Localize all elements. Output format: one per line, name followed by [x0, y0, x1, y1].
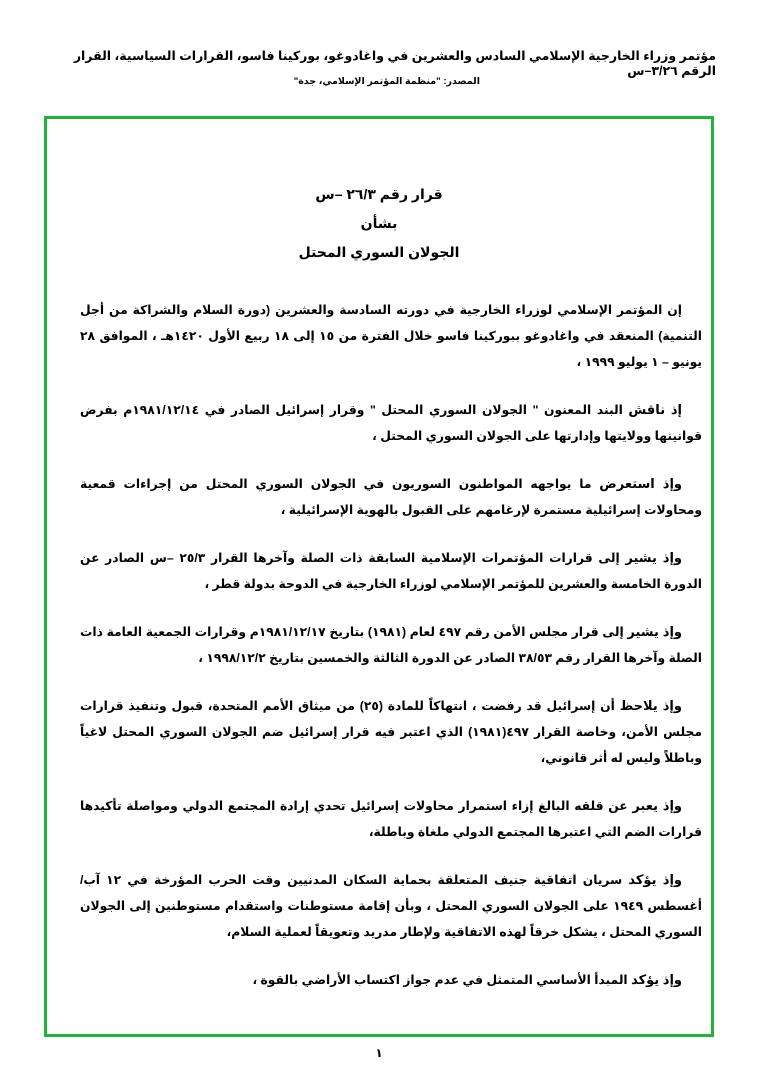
- paragraph-text: إلى قرارات المؤتمرات الإسلامية السابقة ذات الصلة وآخرها القرار ٢٥/٣ –س الصادر عن الدورة الخامسة والعشرين للمؤتمر الإسلامي لوزراء الخارجية في الدوحة بدولة قطر ،: [80, 551, 702, 591]
- paragraph-lead: وإذ استعرض: [599, 476, 682, 491]
- paragraph: [80, 867, 702, 945]
- resolution-subject: الجولان السوري المحتل: [298, 244, 460, 260]
- paragraph: [80, 545, 702, 597]
- document-source: المصدر: "منظمة المؤتمر الإسلامي، جدة": [293, 76, 480, 87]
- page-number: ١: [375, 1046, 383, 1060]
- paragraph: [80, 297, 702, 375]
- paragraph-text: إن المؤتمر الإسلامي لوزراء الخارجية في دورته السادسة والعشرين (دورة السلام والشراكة من أجل التنمية) المنعقد في واغادوغو ببوركينا فاسو خلال الفترة من ١٥ إلى ١٨ ربيع الأول ١٤٢٠هـ ، الموافق ٢٨ يونيو – ١ يوليو ١٩٩٩ ،: [80, 303, 702, 369]
- paragraph-text: البند المعنون " الجولان السوري المحتل " وقرار إسرائيل الصادر في ١٩٨١/١٢/١٤م بفرض قوانينها وولايتها وإدارتها على الجولان السوري المحتل ،: [80, 403, 702, 443]
- paragraph-text: عن قلقه البالغ إزاء استمرار محاولات إسرائيل تحدي إرادة المجتمع الدولي ومواصلة تأكيدها قرارات الضم التي اعتبرها المجتمع الدولي ملغاة وباطلة،: [80, 799, 702, 839]
- paragraph-text: سريان اتفاقية جنيف المتعلقة بحماية السكان المدنيين وقت الحرب المؤرخة في ١٢ آب/ أغسطس ١٩٤٩ على الجولان السوري المحتل ، وبأن إقامة مستوطنات واستقدام مستوطنين إلى الجولان السوري المحتل ، يشكل خرقاً لهذه الاتفاقية ولإطار مدريد وتعويقاً لعملية السلام،: [80, 873, 702, 939]
- document-header-title: مؤتمر وزراء الخارجية الإسلامي السادس والعشرين في واغادوغو، بوركينا فاسو، القرارات السياسية، القرار الرقم ٣/٢٦–س: [73, 49, 716, 78]
- paragraph: [80, 397, 702, 449]
- resolution-concerning: بشأن: [360, 215, 398, 231]
- paragraph: [80, 693, 702, 771]
- paragraph: [80, 967, 702, 993]
- paragraph-text: ما يواجهه المواطنون السوريون في الجولان السوري المحتل من إجراءات قمعية ومحاولات إسرائيلية مستمرة لإرغامهم على القبول بالهوية الإسرائيلية ،: [80, 477, 702, 517]
- paragraph-lead: وإذ يؤكد: [628, 872, 683, 887]
- paragraph-text: أن إسرائيل قد رفضت ، انتهاكاً للمادة (٢٥) من ميثاق الأمم المتحدة، قبول وتنفيذ قرارات مجلس الأمن، وخاصة القرار ٤٩٧(١٩٨١) الذي اعتبر فيه قرار إسرائيل ضم الجولان السوري المحتل لاغياً وباطلاً وليس له أثر قانوني،: [80, 699, 702, 765]
- resolution-heading: [0, 180, 758, 267]
- paragraph-lead: إذ ناقش: [628, 402, 682, 417]
- paragraph-lead: وإذ يؤكد: [631, 972, 682, 987]
- resolution-body: [80, 297, 702, 1015]
- paragraph-text: إلى قرار مجلس الأمن رقم ٤٩٧ لعام (١٩٨١) بتاريخ ١٩٨١/١٢/١٧م وقرارات الجمعية العامة ذات الصلة وآخرها القرار رقم ٣٨/٥٣ الصادر عن الدورة الثالثة والخمسين بتاريخ ١٩٩٨/١٢/٢ ،: [80, 625, 702, 665]
- paragraph: [80, 619, 702, 671]
- paragraph-lead: وإذ يلاحظ: [619, 698, 682, 713]
- resolution-title: قرار رقم ٢٦/٣ –س: [315, 186, 443, 202]
- paragraph-text: المبدأ الأساسي المتمثل في عدم جواز اكتساب الأراضي بالقوة ،: [252, 973, 632, 987]
- paragraph: [80, 793, 702, 845]
- paragraph-lead: وإذ يشير: [625, 550, 682, 565]
- paragraph-lead: وإذ يعبر: [632, 798, 682, 813]
- paragraph: [80, 471, 702, 523]
- paragraph-lead: وإذ يشير: [627, 624, 682, 639]
